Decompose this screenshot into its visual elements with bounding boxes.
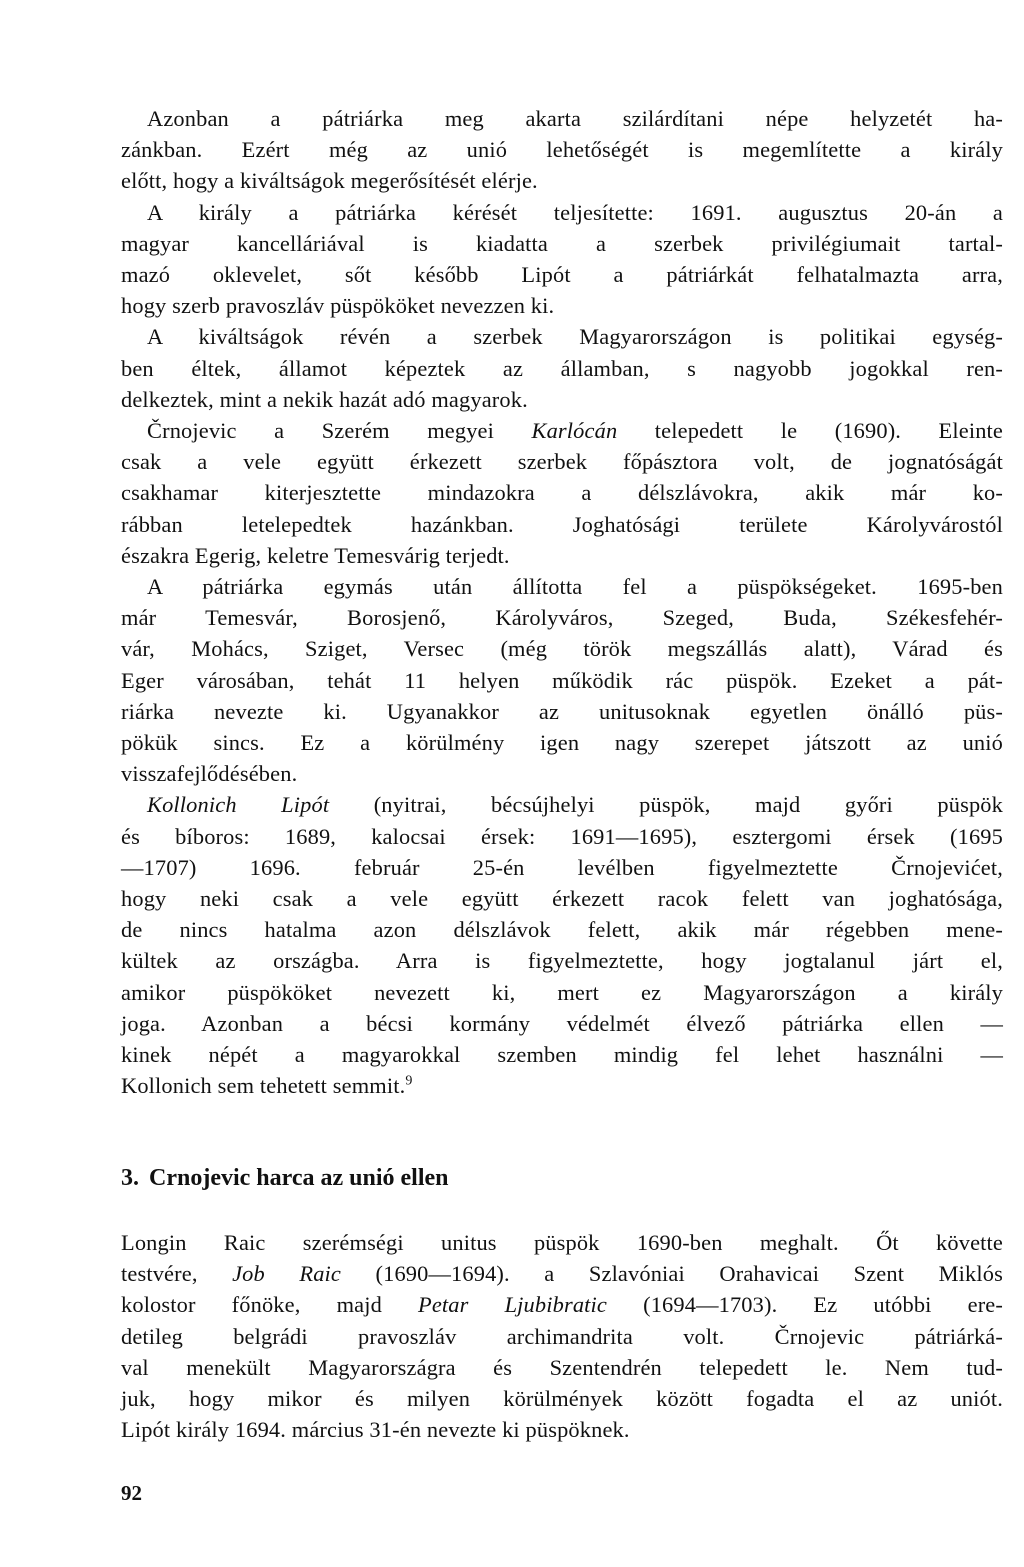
text-line: A kiváltságok révén a szerbek Magyarországon is politikai egység- <box>147 324 1003 350</box>
text-line <box>121 1258 1003 1289</box>
text-line: visszafejlődésében. <box>121 761 298 787</box>
text-line: de nincs hatalma azon délszlávok felett, akik már régebben mene- <box>121 917 1003 943</box>
text-segment: (1690—1694). a Szlavóniai Orahavicai Szent Miklós <box>341 1261 1003 1287</box>
text-line: csak a vele együtt érkezett szerbek főpásztora volt, de jognatóságát <box>121 449 1003 475</box>
text-segment: testvére, <box>121 1261 233 1287</box>
section-text <box>121 1227 1003 1445</box>
text-line: juk, hogy mikor és milyen körülmények között fogadta el az uniót. <box>121 1386 1003 1412</box>
text-line: északra Egerig, keletre Temesvárig terjedt. <box>121 542 510 568</box>
text-line: vár, Mohács, Sziget, Versec (még török megszállás alatt), Várad és <box>121 636 1003 662</box>
text-line: előtt, hogy a kiváltságok megerősítését elérje. <box>121 168 538 194</box>
text-line: detileg belgrádi pravoszláv archimandrita volt. Črnojevic pátriárká- <box>121 1323 1003 1349</box>
text-segment: (1694—1703). Ez utóbbi ere- <box>607 1292 1004 1318</box>
person-name-job-raic: Job Raic <box>232 1261 341 1287</box>
text-line: hogy szerb pravoszláv püspököket nevezzen ki. <box>121 293 555 319</box>
section-title: Crnojevic harca az unió ellen <box>149 1165 449 1191</box>
section-heading <box>121 1165 449 1192</box>
text-line: Eger városában, tehát 11 helyen működik rác püspök. Ezeket a pát- <box>121 667 1003 693</box>
text-line: kinek népét a magyarokkal szemben mindig fel lehet használni — <box>121 1042 1003 1068</box>
text-line: rábban letelepedtek hazánkban. Joghatósági területe Károlyvárostól <box>121 511 1003 537</box>
page-number: 92 <box>121 1481 142 1505</box>
text-line <box>121 1289 1003 1320</box>
text-segment: (nyitrai, bécsújhelyi püspök, majd győri püspök <box>329 792 1003 818</box>
text-line: Longin Raic szerémségi unitus püspök 1690-ben meghalt. Őt követte <box>121 1230 1003 1255</box>
text-line: A pátriárka egymás után állította fel a püspökségeket. 1695-ben <box>147 574 1003 600</box>
text-segment: Kollonich sem tehetett semmit. <box>121 1073 406 1099</box>
text-line: A király a pátriárka kérését teljesítette: 1691. augusztus 20-án a <box>147 199 1003 225</box>
section-number: 3. <box>121 1165 139 1191</box>
text-segment: kolostor főnöke, majd <box>121 1292 419 1318</box>
text-line: pökük sincs. Ez a körülmény igen nagy szerepet játszott az unió <box>121 730 1003 756</box>
place-name-karlocan: Karlócán <box>531 418 618 444</box>
person-name-kollonich: Kollonich Lipót <box>147 792 330 818</box>
text-line: ben éltek, államot képeztek az államban, s nagyobb jogokkal ren- <box>121 355 1003 381</box>
person-name-petar-ljubibratic: Petar Ljubibratic <box>418 1292 608 1318</box>
text-line <box>121 415 1003 446</box>
text-line: zánkban. Ezért még az unió lehetőségét is megemlítette a király <box>121 137 1003 163</box>
text-line: Azonban a pátriárka meg akarta szilárdítani népe helyzetét ha- <box>147 106 1003 131</box>
text-line: magyar kancelláriával is kiadatta a szerbek privilégiumait tartal- <box>121 230 1003 256</box>
text-line: joga. Azonban a bécsi kormány védelmét élvező pátriárka ellen — <box>121 1010 1003 1036</box>
text-line: csakhamar kiterjesztette mindazokra a délszlávokra, akik már ko- <box>121 480 1003 506</box>
footnote-reference: 9 <box>405 1073 413 1089</box>
text-line: hogy neki csak a vele együtt érkezett racok felett van joghatósága, <box>121 886 1003 912</box>
text-line: amikor püspököket nevezett ki, mert ez Magyarországon a király <box>121 979 1003 1005</box>
text-line: már Temesvár, Borosjenő, Károlyváros, Szeged, Buda, Székesfehér- <box>121 605 1003 631</box>
text-line: val menekült Magyarországra és Szentendrén telepedett le. Nem tud- <box>121 1354 1003 1380</box>
text-line: mazó oklevelet, sőt később Lipót a pátriárkát felhatalmazta arra, <box>121 262 1003 288</box>
text-line: Lipót király 1694. március 31-én nevezte ki püspöknek. <box>121 1417 630 1443</box>
text-line: riárka nevezte ki. Ugyanakkor az unitusoknak egyetlen önálló püs- <box>121 698 1003 724</box>
text-line: és bíboros: 1689, kalocsai érsek: 1691—1695), esztergomi érsek (1695 <box>121 823 1003 849</box>
text-line <box>121 789 1003 820</box>
text-line <box>121 1070 1003 1101</box>
body-text <box>121 103 1003 1102</box>
text-segment: telepedett le (1690). Eleinte <box>617 418 1003 444</box>
text-line: —1707) 1696. február 25-én levélben figyelmeztette Črnojevićet, <box>121 854 1003 880</box>
text-line: delkeztek, mint a nekik hazát adó magyarok. <box>121 386 528 412</box>
text-line: kültek az országba. Arra is figyelmeztette, hogy jogtalanul járt el, <box>121 948 1003 974</box>
text-segment: Črnojevic a Szerém megyei <box>147 418 532 444</box>
